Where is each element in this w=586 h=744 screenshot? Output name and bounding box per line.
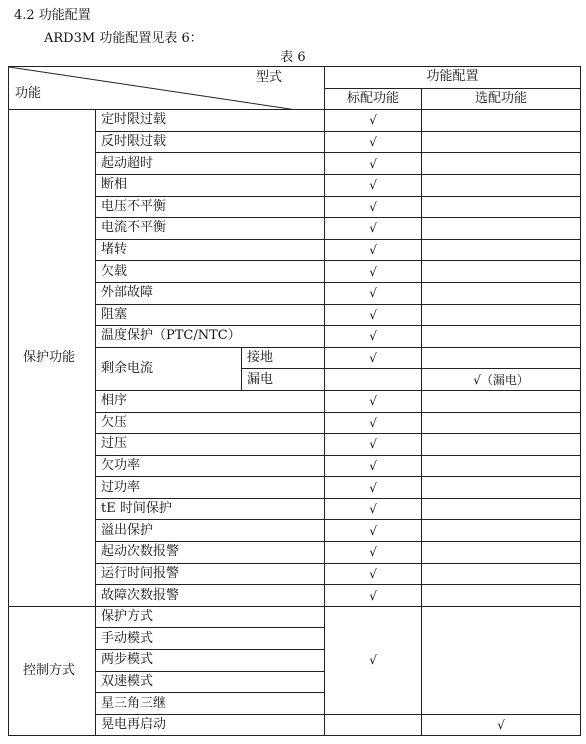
function-name: 故障次数报警 — [96, 585, 325, 607]
function-name: 过功率 — [96, 477, 325, 499]
function-name-residual: 剩余电流 — [96, 347, 242, 390]
standard-check: √ — [325, 347, 422, 369]
standard-check: √ — [325, 585, 422, 607]
standard-check: √ — [325, 304, 422, 326]
standard-check: √ — [325, 174, 422, 196]
optional-check — [422, 218, 581, 240]
sub-function-name: 漏电 — [242, 369, 325, 391]
standard-check: √ — [325, 520, 422, 542]
category-cell: 控制方式 — [9, 606, 96, 736]
standard-check: √ — [325, 218, 422, 240]
standard-check: √ — [325, 196, 422, 218]
function-name: 温度保护（PTC/NTC） — [96, 326, 325, 348]
standard-check: √ — [325, 606, 422, 714]
function-name: 两步模式 — [96, 650, 325, 672]
function-name: 阻塞 — [96, 304, 325, 326]
function-name: 过压 — [96, 434, 325, 456]
function-name: 电流不平衡 — [96, 218, 325, 240]
optional-check — [422, 153, 581, 175]
function-name: 溢出保护 — [96, 520, 325, 542]
optional-check — [422, 498, 581, 520]
optional-check: √ — [422, 714, 581, 736]
optional-check — [422, 174, 581, 196]
standard-check: √ — [325, 390, 422, 412]
header-config-group: 功能配置 — [325, 67, 581, 89]
optional-check — [422, 477, 581, 499]
standard-check: √ — [325, 261, 422, 283]
function-name: 堵转 — [96, 239, 325, 261]
optional-check — [422, 326, 581, 348]
standard-check: √ — [325, 282, 422, 304]
function-name: 运行时间报警 — [96, 563, 325, 585]
standard-check: √ — [325, 326, 422, 348]
optional-check — [422, 412, 581, 434]
header-optional: 选配功能 — [422, 88, 581, 110]
standard-check: √ — [325, 412, 422, 434]
function-name: 欠压 — [96, 412, 325, 434]
standard-check: √ — [325, 131, 422, 153]
standard-check: √ — [325, 498, 422, 520]
optional-check: √（漏电） — [422, 369, 581, 391]
table-row — [9, 110, 581, 132]
optional-check — [422, 304, 581, 326]
optional-check — [422, 390, 581, 412]
function-name: 星三角三继 — [96, 693, 325, 715]
function-config-table — [8, 66, 581, 736]
standard-check — [325, 714, 422, 736]
function-name: 相序 — [96, 390, 325, 412]
standard-check: √ — [325, 110, 422, 132]
optional-check — [422, 606, 581, 714]
optional-check — [422, 131, 581, 153]
intro-text: ARD3M 功能配置见表 6： — [44, 31, 203, 46]
table-row — [9, 606, 581, 628]
optional-check — [422, 261, 581, 283]
optional-check — [422, 563, 581, 585]
optional-check — [422, 347, 581, 369]
function-name: 反时限过载 — [96, 131, 325, 153]
header-standard: 标配功能 — [325, 88, 422, 110]
function-name: 外部故障 — [96, 282, 325, 304]
standard-check: √ — [325, 477, 422, 499]
function-name: 保护方式 — [96, 606, 325, 628]
standard-check: √ — [325, 434, 422, 456]
standard-check: √ — [325, 455, 422, 477]
category-cell: 保护功能 — [9, 110, 96, 607]
function-name: tE 时间保护 — [96, 498, 325, 520]
optional-check — [422, 585, 581, 607]
standard-check: √ — [325, 563, 422, 585]
function-name: 电压不平衡 — [96, 196, 325, 218]
optional-check — [422, 455, 581, 477]
function-name: 双速模式 — [96, 671, 325, 693]
optional-check — [422, 110, 581, 132]
function-name: 断相 — [96, 174, 325, 196]
header-row-1 — [9, 67, 581, 89]
function-name: 起动次数报警 — [96, 542, 325, 564]
table-caption: 表 6 — [280, 50, 306, 65]
function-name: 手动模式 — [96, 628, 325, 650]
optional-check — [422, 196, 581, 218]
header-corner-function: 功能 — [15, 86, 42, 102]
function-name: 起动超时 — [96, 153, 325, 175]
sub-function-name: 接地 — [242, 347, 325, 369]
function-name: 欠功率 — [96, 455, 325, 477]
standard-check — [325, 369, 422, 391]
function-name: 晃电再启动 — [96, 714, 325, 736]
optional-check — [422, 282, 581, 304]
standard-check: √ — [325, 239, 422, 261]
function-name: 定时限过载 — [96, 110, 325, 132]
optional-check — [422, 239, 581, 261]
function-name: 欠载 — [96, 261, 325, 283]
table-body — [9, 67, 581, 736]
optional-check — [422, 434, 581, 456]
header-corner-model: 型式 — [256, 70, 283, 85]
section-heading: 4.2 功能配置 — [14, 8, 91, 23]
standard-check: √ — [325, 542, 422, 564]
standard-check: √ — [325, 153, 422, 175]
optional-check — [422, 542, 581, 564]
optional-check — [422, 520, 581, 542]
header-corner-cell — [9, 67, 325, 110]
